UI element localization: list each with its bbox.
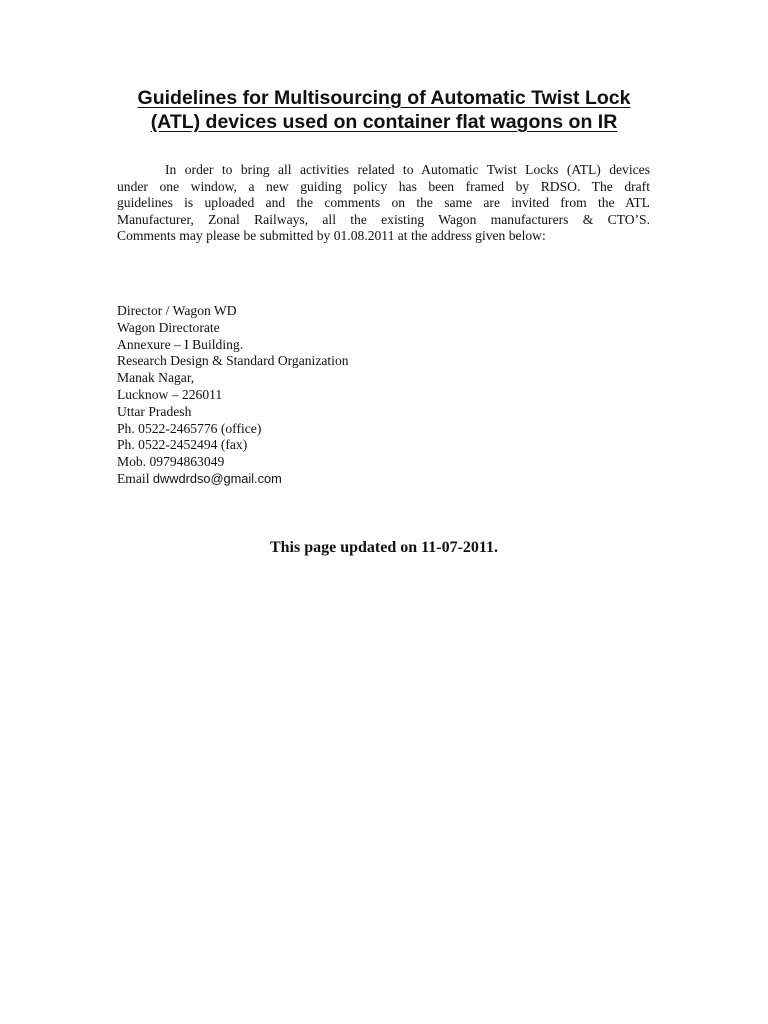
address-phone-fax: Ph. 0522-2452494 (fax) — [117, 437, 248, 453]
intro-line-1: In order to bring all activities related to Automatic Twist Locks (ATL) devices — [165, 162, 650, 177]
address-designation: Director / Wagon WD — [117, 303, 237, 318]
intro-line-3: guidelines is uploaded and the comments on the same are invited from the ATL — [117, 195, 650, 210]
email-label: Email — [117, 470, 153, 486]
address-phone-office: Ph. 0522-2465776 (office) — [117, 420, 262, 436]
document-title — [100, 86, 668, 134]
address-building: Annexure – I Building. — [117, 336, 244, 352]
intro-line-2: under one window, a new guiding policy has been framed by RDSO. The draft — [117, 178, 650, 194]
intro-line-4: Manufacturer, Zonal Railways, all the existing Wagon manufacturers & CTO’S. — [117, 211, 650, 227]
title-line-2: (ATL) devices used on container flat wagons on IR — [150, 111, 618, 133]
address-block — [117, 303, 657, 488]
address-mobile: Mob. 09794863049 — [117, 454, 225, 470]
address-locality: Manak Nagar, — [117, 370, 195, 386]
updated-notice: This page updated on 11-07-2011. — [269, 539, 499, 556]
title-line-1: Guidelines for Multisourcing of Automatic Twist Lock — [137, 87, 631, 109]
email-address-link[interactable]: dwwdrdso@gmail.com — [152, 470, 282, 486]
address-city: Lucknow – 226011 — [117, 386, 223, 402]
address-organization: Research Design & Standard Organization — [117, 353, 349, 369]
intro-line-5: Comments may please be submitted by 01.08.2011 at the address given below: — [117, 228, 546, 243]
address-directorate: Wagon Directorate — [117, 319, 220, 335]
address-state: Uttar Pradesh — [117, 403, 192, 419]
address-email-row — [117, 471, 657, 488]
intro-paragraph — [117, 162, 650, 245]
